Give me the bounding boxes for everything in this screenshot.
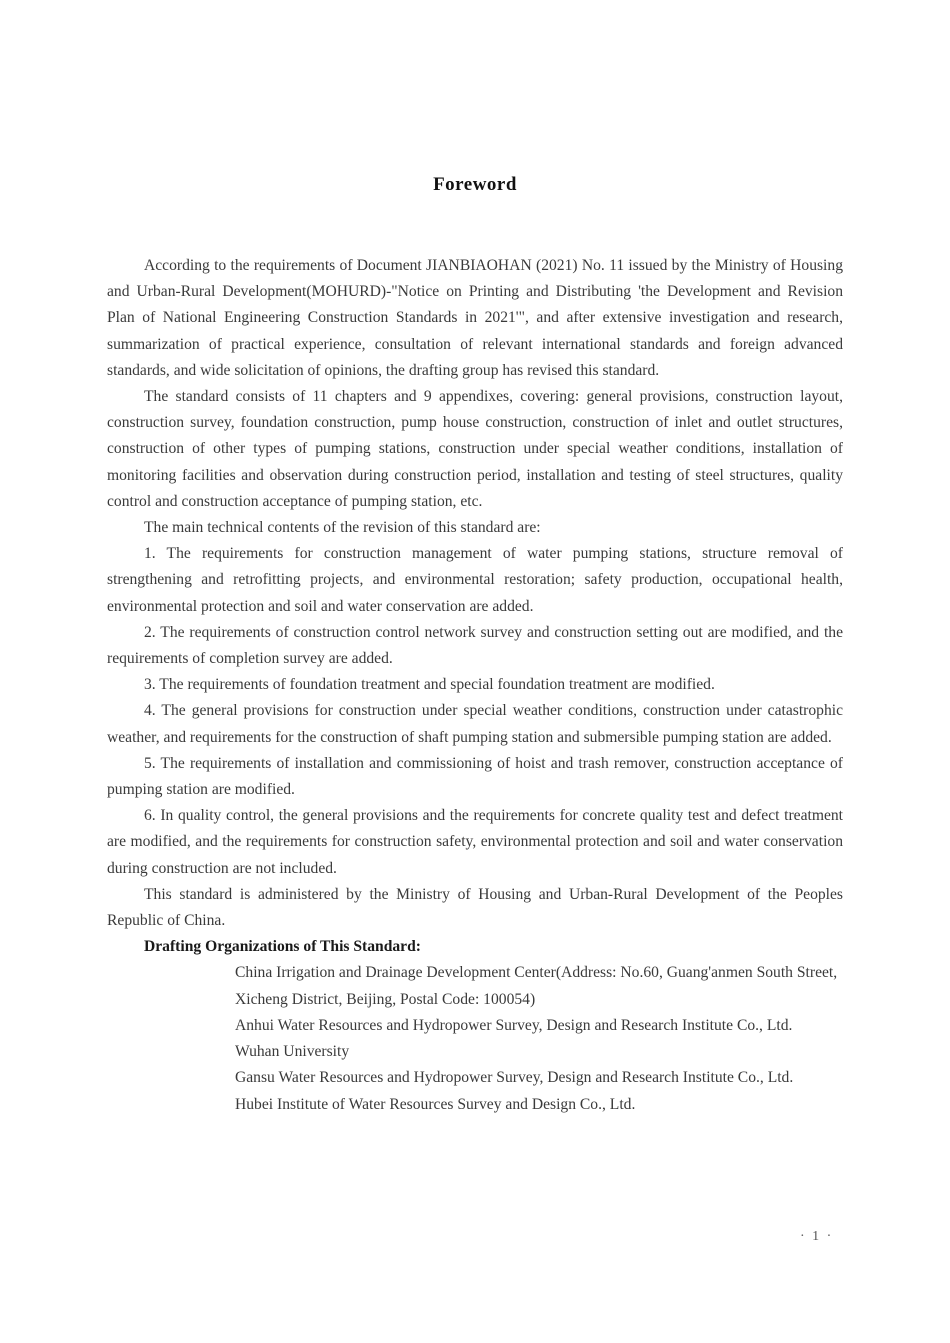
organization-item: Hubei Institute of Water Resources Survey and Design Co., Ltd. bbox=[235, 1095, 636, 1113]
drafting-heading: Drafting Organizations of This Standard: bbox=[144, 938, 421, 956]
page-title: Foreword bbox=[433, 174, 517, 195]
revision-item-5: 5. The requirements of installation and commissioning of hoist and trash remover, construction acceptance of pumping station are modified. bbox=[107, 754, 843, 799]
organization-item: Anhui Water Resources and Hydropower Survey, Design and Research Institute Co., Ltd. bbox=[235, 1016, 793, 1034]
paragraph-intro: According to the requirements of Document JIANBIAOHAN (2021) No. 11 issued by the Ministry of Housing and Urban-Rural Development(MOHURD)-"Notice on Printing and Distributing 'the Development and Revision Plan of National Engineering Construction Standards in 2021'", and after extensive investigation and research, summarization of practical experience, consultation of relevant international standards and foreign advanced standards, and wide solicitation of opinions, the drafting group has revised this standard. bbox=[107, 257, 843, 379]
revision-item-2: 2. The requirements of construction control network survey and construction setting out are modified, and the requirements of completion survey are added. bbox=[107, 623, 843, 668]
revision-item-1: 1. The requirements for construction management of water pumping stations, structure removal of strengthening and retrofitting projects, and environmental restoration; safety production, occupational health, environmental protection and soil and water conservation are added. bbox=[107, 545, 843, 615]
organization-item: Wuhan University bbox=[235, 1043, 350, 1061]
paragraph-administration: This standard is administered by the Ministry of Housing and Urban-Rural Development of the Peoples Republic of China. bbox=[107, 885, 843, 930]
organization-item: China Irrigation and Drainage Development Center(Address: No.60, Guang'anmen South Street, Xicheng District, Beijing, Postal Code: 100054) bbox=[235, 964, 838, 1008]
paragraph-revision-lead: The main technical contents of the revision of this standard are: bbox=[144, 519, 541, 537]
foreword-body bbox=[107, 253, 843, 1118]
revision-item-6: 6. In quality control, the general provisions and the requirements for concrete quality test and defect treatment are modified, and the requirements for construction safety, environmental protection and soil and water conservation during construction are not included. bbox=[107, 807, 843, 877]
revision-item-3: 3. The requirements of foundation treatment and special foundation treatment are modified. bbox=[144, 676, 715, 694]
organization-item: Gansu Water Resources and Hydropower Survey, Design and Research Institute Co., Ltd. bbox=[235, 1069, 794, 1087]
revision-item-4: 4. The general provisions for construction under special weather conditions, construction under catastrophic weather, and requirements for the construction of shaft pumping station and submersible pumping station are added. bbox=[107, 702, 843, 746]
paragraph-contents: The standard consists of 11 chapters and 9 appendixes, covering: general provisions, construction layout, construction survey, foundation construction, pump house construction, construction of inlet and outlet structures, construction of other types of pumping stations, construction under special weather conditions, installation of monitoring facilities and observation during construction period, installation and testing of steel structures, quality control and construction acceptance of pumping station, etc. bbox=[107, 388, 843, 510]
page-number: · 1 · bbox=[800, 1229, 834, 1244]
drafting-organizations-list bbox=[107, 960, 843, 1117]
